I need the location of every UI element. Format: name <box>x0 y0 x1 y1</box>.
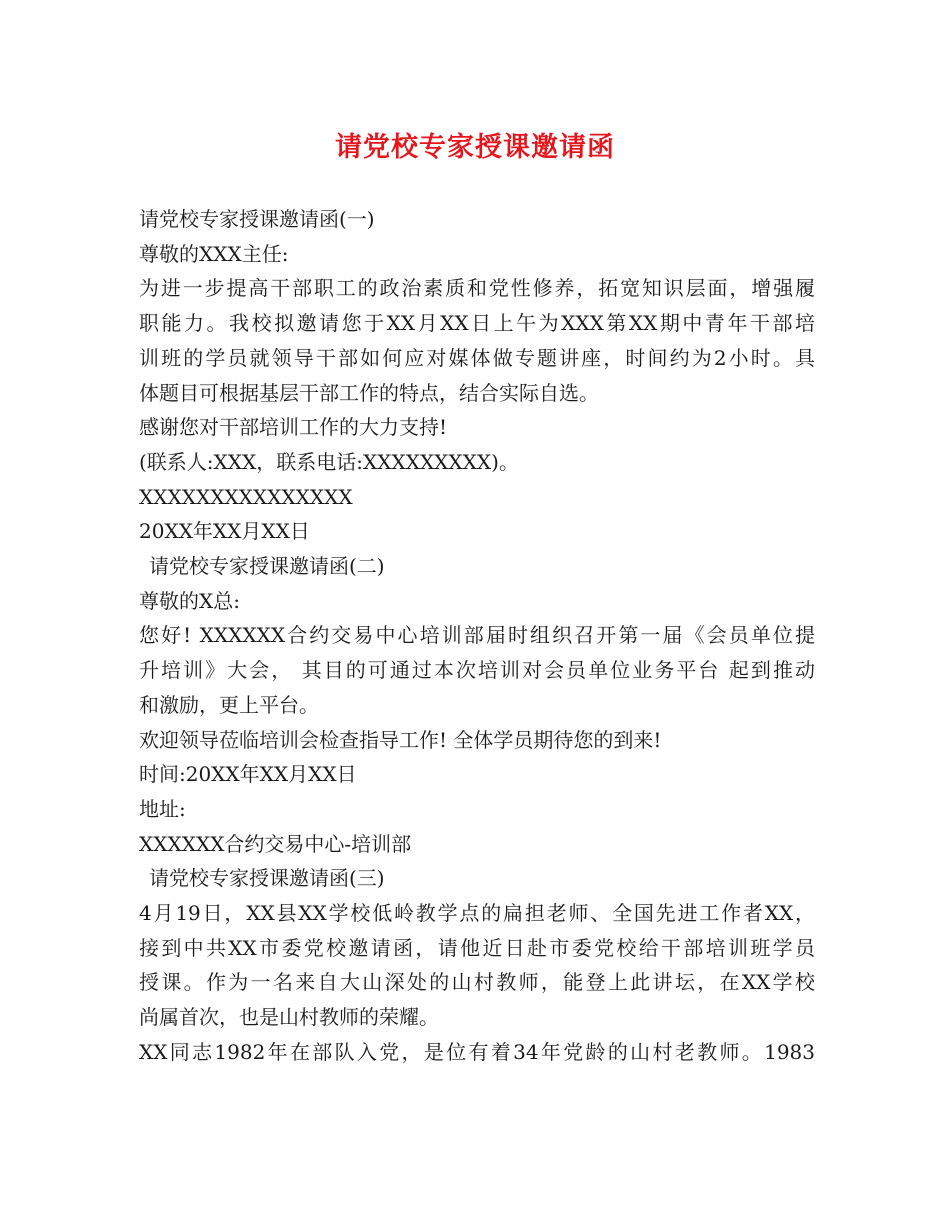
text-line: 体题目可根据基层干部工作的特点，结合实际自选。 <box>139 380 599 405</box>
text-line: XXXXXX合约交易中心-培训部 <box>139 831 412 856</box>
text-line: 接到中共XX市委党校邀请函，请他近日赴市委党校给干部培训班学员 <box>139 935 815 960</box>
text-line: 尊敬的XXX主任: <box>139 241 289 266</box>
text-line: 欢迎领导莅临培训会检查指导工作! 全体学员期待您的到来! <box>139 727 662 752</box>
text-line: 请党校专家授课邀请函(一) <box>139 207 375 231</box>
text-line: 感谢您对干部培训工作的大力支持! <box>139 415 448 440</box>
text-line: 时间:20XX年XX月XX日 <box>139 762 357 787</box>
text-line: 请党校专家授课邀请函(二) <box>149 554 385 579</box>
document-title: 请党校专家授课邀请函 <box>335 132 615 163</box>
text-line: 职能力。我校拟邀请您于XX月XX日上午为XXX第XX期中青年干部培 <box>139 311 815 336</box>
text-line: 升培训》大会， 其目的可通过本次培训对会员单位业务平台 起到推动 <box>139 658 815 683</box>
text-line: 尊敬的X总: <box>139 588 240 613</box>
text-line: XX同志1982年在部队入党，是位有着34年党龄的山村老教师。1983 <box>139 1039 815 1064</box>
text-line: 地址: <box>139 796 186 821</box>
text-line: 训班的学员就领导干部如何应对媒体做专题讲座，时间约为2小时。具 <box>139 345 815 370</box>
text-line: 尚属首次，也是山村教师的荣耀。 <box>139 1005 439 1030</box>
text-line: XXXXXXXXXXXXXXX <box>139 484 353 509</box>
text-line: 您好! XXXXXX合约交易中心培训部届时组织召开第一届《会员单位提 <box>139 623 815 648</box>
text-line: 和激励，更上平台。 <box>139 692 319 717</box>
text-line: 授课。作为一名来自大山深处的山村教师，能登上此讲坛，在XX学校 <box>139 970 815 995</box>
text-line: 请党校专家授课邀请函(三) <box>149 866 385 891</box>
document-body <box>139 202 815 1070</box>
text-line: 为进一步提高干部职工的政治素质和党性修养，拓宽知识层面，增强履 <box>139 276 815 301</box>
text-line: (联系人:XXX，联系电话:XXXXXXXXX)。 <box>139 449 519 474</box>
text-line: 4月19日，XX县XX学校低岭教学点的扁担老师、全国先进工作者XX， <box>139 901 815 926</box>
text-line: 20XX年XX月XX日 <box>139 519 310 544</box>
